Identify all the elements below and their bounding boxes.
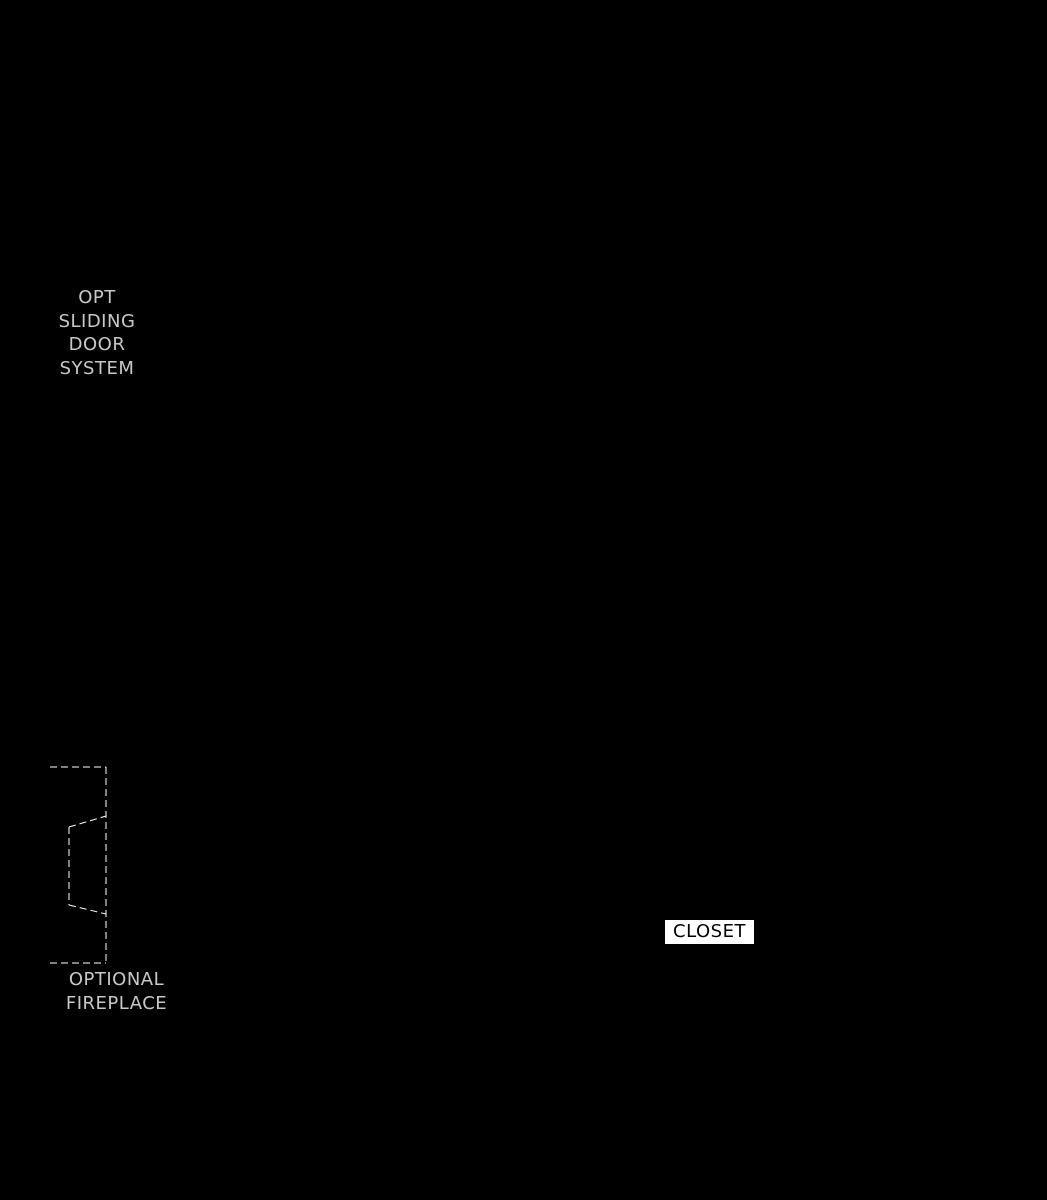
- fireplace-line-2: FIREPLACE: [65, 992, 168, 1014]
- opt-sliding-line-3: DOOR: [68, 334, 126, 355]
- opt-sliding-line-1: OPT: [78, 287, 116, 308]
- firebox-top-splay: [69, 816, 106, 827]
- closet-label: CLOSET: [665, 920, 754, 944]
- optional-fireplace-label: [50, 968, 183, 1015]
- fireplace-line-1: OPTIONAL: [68, 969, 165, 990]
- firebox-bottom-splay: [69, 905, 106, 914]
- opt-sliding-line-2: SLIDING: [58, 310, 136, 332]
- opt-sliding-line-4: SYSTEM: [59, 357, 135, 379]
